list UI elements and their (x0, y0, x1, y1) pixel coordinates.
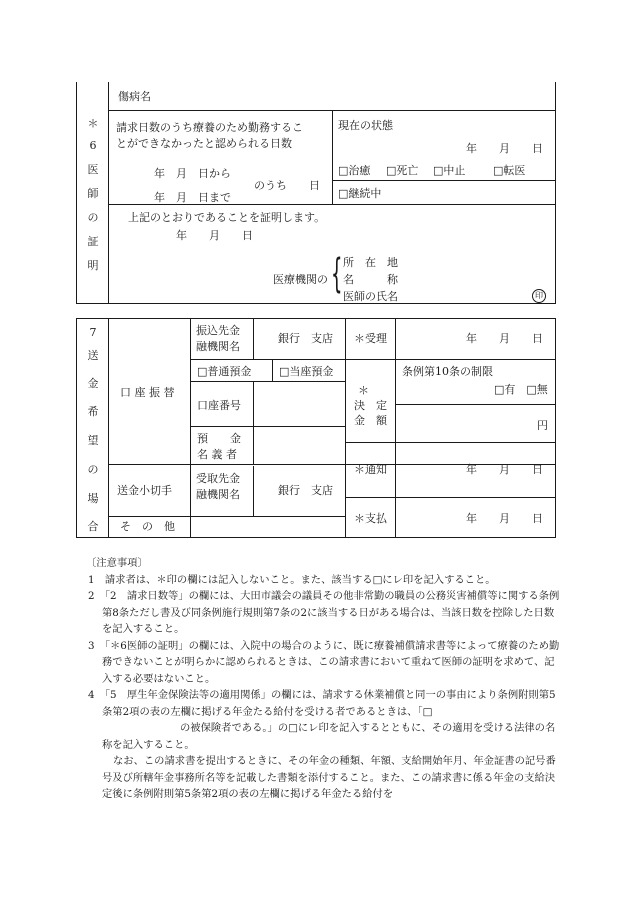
payment-date: 年 月 日 (466, 512, 543, 525)
note-item-4: 4 「5 厚生年金保険法等の適用関係」の欄には、請求する休業補償と同一の事由により条例附則第5条第2項の表の左欄に掲げる年金たる給付を受ける者であるときは、「□ (88, 689, 556, 718)
days-label-line2: とができなかったと認められる日数 (116, 137, 292, 150)
note-item-3: 3 「＊6医師の証明」の欄には、入院中の場合のように、既に療養補償請求書等によって療養のため勤務できないことが明らかに認められるときは、この請求書において重ねて医師の証明を求めて、記入する必要はないこと。 (88, 639, 560, 685)
current-state-date: 年 月 日 (466, 142, 543, 155)
institution-name-label: 名 称 (343, 273, 398, 286)
payment-label: ＊支払 (354, 512, 387, 525)
s6-vchar: 証 (87, 235, 99, 248)
note-item-2: 2 「2 請求日数等」の欄には、大田市議会の議員その他非常勤の職員の公務災害補償等に関する条例第8条ただし書及び同条例施行規則第7条の2に該当する日がある場合は、当該日数を控除した日数を記入すること。 (88, 590, 560, 635)
other-label: そ の 他 (120, 520, 175, 533)
doctor-name-label: 医師の氏名 (343, 290, 398, 303)
s7-vchar: 金 (87, 377, 99, 390)
s6-vchar: ＊ (87, 117, 99, 130)
state-cured[interactable]: □治癒 (338, 164, 371, 177)
holder-label-2: 名 義 者 (197, 448, 237, 461)
institution-label: 医療機関の (273, 273, 328, 286)
check-label: 送金小切手 (117, 484, 172, 497)
s6-vchar: 明 (87, 259, 99, 272)
receive-label-1: 受取先金 (196, 472, 240, 485)
s7-vchar: 望 (87, 434, 99, 447)
s6-vchar: 6 (89, 139, 97, 152)
deposit-current[interactable]: □当座預金 (279, 365, 334, 378)
brace: { (331, 251, 343, 297)
current-state-label: 現在の状態 (338, 119, 393, 132)
bank-label-1: 振込先金 (196, 324, 240, 337)
certify-date: 年 月 日 (176, 229, 253, 242)
to-date: 年 月 日まで (154, 191, 231, 204)
state-continuing[interactable]: □継続中 (338, 187, 382, 200)
within-days: のうち 日 (254, 179, 320, 192)
deposit-ordinary[interactable]: □普通預金 (197, 365, 252, 378)
yen-unit: 円 (537, 419, 548, 432)
decision-mark: ＊ (358, 384, 369, 397)
receive-branch: 銀行 支店 (278, 484, 333, 497)
notes-heading: 〔注意事項〕 (86, 557, 148, 569)
s7-vchar: 7 (89, 326, 97, 339)
account-transfer-label: 口 座 振 替 (120, 386, 175, 399)
receive-label-2: 融機関名 (196, 488, 240, 501)
s7-vchar: の (87, 463, 99, 476)
receipt-date: 年 月 日 (466, 332, 543, 345)
note-paragraph: なお、この請求書を提出するときに、その年金の種類、年額、支給開始年月、年金証書の記号番号及び所轄年金事務所名等を記載した書類を添付すること。また、この請求書に係る年金の支給決定後に条例附則第5条第2項の表の左欄に掲げる年金たる給付を (102, 755, 556, 800)
note-item-1: 1 請求者は、＊印の欄には記入しないこと。また、該当する□にレ印を記入すること。 (88, 573, 496, 586)
rule-options[interactable]: □有 □無 (494, 383, 548, 396)
bank-branch: 銀行 支店 (278, 332, 333, 345)
bank-label-2: 融機関名 (196, 340, 240, 353)
state-died[interactable]: □死亡 (386, 164, 419, 177)
days-label-line1: 請求日数のうち療養のため勤務するこ (116, 121, 303, 134)
state-transferred[interactable]: □転医 (493, 164, 526, 177)
s7-vchar: 送 (87, 349, 99, 362)
note-item-4-cont: の被保険者である。」の□にレ印を記入するとともに、その適用を受ける法律の名称を記入すること。 (102, 722, 556, 751)
certify-text: 上記のとおりであることを証明します。 (128, 211, 326, 224)
s6-vchar: の (87, 211, 99, 224)
holder-label-1: 預 金 (197, 432, 241, 445)
rule-label: 条例第10条の制限 (402, 365, 493, 378)
from-date: 年 月 日から (154, 167, 231, 180)
decision-label-2: 金 額 (354, 414, 387, 427)
s7-vchar: 希 (87, 405, 99, 418)
address-label: 所 在 地 (343, 256, 398, 269)
notice-label: ＊通知 (354, 463, 387, 476)
s7-vchar: 合 (87, 520, 99, 533)
decision-label-1: 決 定 (354, 399, 387, 412)
s6-vchar: 師 (87, 187, 99, 200)
notice-date: 年 月 日 (466, 463, 543, 476)
account-number-label: 口座番号 (197, 399, 241, 412)
receipt-label: ＊受理 (354, 332, 387, 345)
seal-icon: 印 (532, 289, 546, 303)
s6-vchar: 医 (87, 163, 99, 176)
s7-vchar: 場 (87, 492, 99, 505)
disease-name-label: 傷病名 (118, 90, 151, 103)
notes-section (88, 555, 562, 803)
state-stopped[interactable]: □中止 (433, 164, 466, 177)
